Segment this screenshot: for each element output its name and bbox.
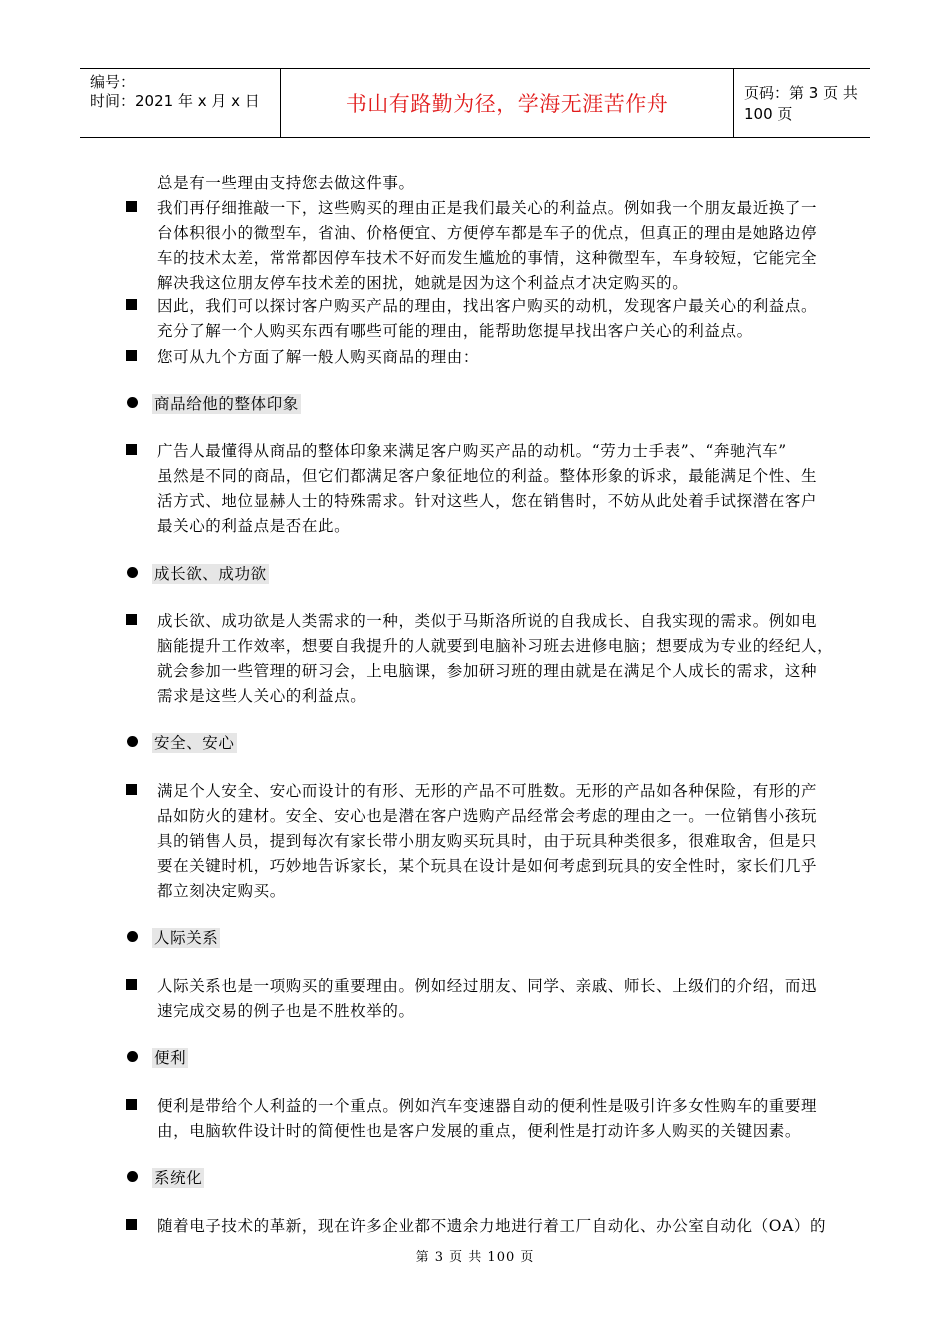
header-page-info: 页码：第 3 页 共 100 页 [744,84,858,123]
paragraph-line: 成长欲、成功欲是人类需求的一种，类似于马斯洛所说的自我成长、自我实现的需求。例如电 [157,612,818,630]
paragraph-line: 脑能提升工作效率，想要自我提升的人就要到电脑补习班去进修电脑；想要成为专业的经纪人， [157,637,834,655]
paragraph-line: 您可从九个方面了解一般人购买商品的理由： [157,348,480,366]
paragraph-line: 我们再仔细推敲一下，这些购买的理由正是我们最关心的利益点。例如我一个朋友最近换了一 [157,199,818,217]
square-bullet-icon [126,350,137,361]
header-motto: 书山有路勤为径，学海无涯苦作舟 [345,92,669,116]
page-header [80,68,870,138]
paragraph-line: 都立刻决定购买。 [157,882,286,900]
paragraph-line: 台体积很小的微型车，省油、价格便宜、方便停车都是车子的优点，但真正的理由是她路边停 [157,224,818,242]
paragraph-line: 随着电子技术的革新，现在许多企业都不遗余力地进行着工厂自动化、办公室自动化（OA）的 [157,1217,827,1235]
round-bullet-icon [127,397,138,408]
square-bullet-icon [126,444,137,455]
square-bullet-icon [126,614,137,625]
paragraph-line: 因此，我们可以探讨客户购买产品的理由，找出客户购买的动机，发现客户最关心的利益点。 [157,297,818,315]
square-bullet-icon [126,1099,137,1110]
square-bullet-icon [126,299,137,310]
header-motto-cell [281,69,734,137]
square-bullet-icon [126,201,137,212]
section-heading: 商品给他的整体印象 [154,395,299,413]
paragraph-line: 最关心的利益点是否在此。 [157,517,351,535]
paragraph-line: 需求是这些人关心的利益点。 [157,687,367,705]
paragraph-line: 虽然是不同的商品，但它们都满足客户象征地位的利益。整体形象的诉求，最能满足个性、生 [157,467,818,485]
round-bullet-icon [127,1171,138,1182]
section-heading: 便利 [154,1049,187,1067]
paragraph-line: 广告人最懂得从商品的整体印象来满足客户购买产品的动机。“劳力士手表”、“奔驰汽车” [157,442,787,460]
paragraph-line: 要在关键时机，巧妙地告诉家长，某个玩具在设计是如何考虑到玩具的安全性时，家长们几乎 [157,857,818,875]
paragraph-line: 车的技术太差，常常都因停车技术不好而发生尴尬的事情，这种微型车，车身较短，它能完全 [157,249,818,267]
section-heading: 系统化 [154,1169,203,1187]
square-bullet-icon [126,784,137,795]
document-date: 时间：2021 年 x 月 x 日 [90,92,260,110]
section-heading: 成长欲、成功欲 [154,565,267,583]
paragraph-line: 品如防火的建材。安全、安心也是潜在客户选购产品经常会考虑的理由之一。一位销售小孩玩 [157,807,818,825]
paragraph-line: 总是有一些理由支持您去做这件事。 [157,174,415,192]
paragraph-line: 解决我这位朋友停车技术差的困扰，她就是因为这个利益点才决定购买的。 [157,274,689,292]
paragraph-line: 速完成交易的例子也是不胜枚举的。 [157,1002,415,1020]
paragraph-line: 由，电脑软件设计时的简便性也是客户发展的重点，便利性是打动许多人购买的关键因素。 [157,1122,802,1140]
header-meta [80,69,281,137]
paragraph-line: 活方式、地位显赫人士的特殊需求。针对这些人，您在销售时，不妨从此处着手试探潜在客户 [157,492,818,510]
round-bullet-icon [127,931,138,942]
round-bullet-icon [127,1051,138,1062]
square-bullet-icon [126,979,137,990]
square-bullet-icon [126,1219,137,1230]
round-bullet-icon [127,736,138,747]
paragraph-line: 便利是带给个人利益的一个重点。例如汽车变速器自动的便利性是吸引许多女性购车的重要理 [157,1097,818,1115]
round-bullet-icon [127,567,138,578]
document-number-label: 编号： [90,73,136,91]
paragraph-line: 充分了解一个人购买东西有哪些可能的理由，能帮助您提早找出客户关心的利益点。 [157,322,753,340]
section-heading: 安全、安心 [154,734,235,752]
paragraph-line: 满足个人安全、安心而设计的有形、无形的产品不可胜数。无形的产品如各种保险，有形的产 [157,782,818,800]
paragraph-line: 人际关系也是一项购买的重要理由。例如经过朋友、同学、亲戚、师长、上级们的介绍，而迅 [157,977,818,995]
section-heading: 人际关系 [154,929,219,947]
paragraph-line: 具的销售人员，提到每次有家长带小朋友购买玩具时，由于玩具种类很多，很难取舍，但是只 [157,832,818,850]
page-footer: 第 3 页 共 100 页 [415,1250,535,1265]
paragraph-line: 就会参加一些管理的研习会，上电脑课，参加研习班的理由就是在满足个人成长的需求，这种 [157,662,818,680]
